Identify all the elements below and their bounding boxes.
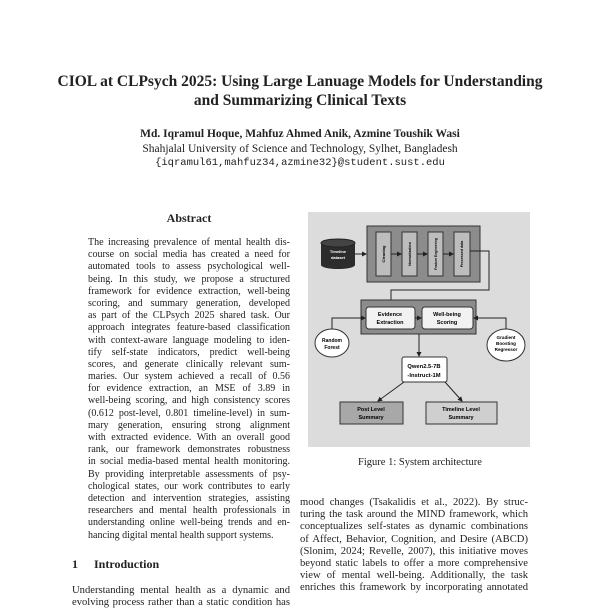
text-line: as part of the CLPsych 2025 shared task. Our <box>88 310 290 322</box>
dataset-label: dataset <box>330 255 346 260</box>
text-line: scores, and generate clinically relevant sum- <box>88 358 290 370</box>
intro-body <box>72 585 290 609</box>
text-line: of Affect, Behavior, Cognition, and Desire (ABCD) <box>300 533 528 545</box>
text-line: in social media-based mental health monitoring. <box>88 456 290 468</box>
text-line: chological states, our work contributes to early <box>88 480 290 492</box>
dataset-label: Timeline <box>329 249 347 254</box>
title-line: and Summarizing Clinical Texts <box>193 92 407 109</box>
svg-text:Summary: Summary <box>358 415 384 421</box>
text-line: understanding online well-being trends and en- <box>88 517 290 529</box>
text-line: (Slonim, 2024; Revelle, 2007), this initiative moves <box>300 545 528 557</box>
svg-text:Scoring: Scoring <box>436 320 458 326</box>
text-line: beyond static labels to offer a more comprehensive <box>300 557 528 569</box>
svg-text:Feature Engineering: Feature Engineering <box>434 238 438 270</box>
text-line: well-being scoring, and high consistency scores <box>88 395 290 407</box>
step-feature-engineering <box>428 232 443 276</box>
text-line: The increasing prevalence of mental health dis- <box>88 237 290 248</box>
svg-text:Timeline Level: Timeline Level <box>442 407 480 413</box>
svg-text:-Instruct-1M: -Instruct-1M <box>407 373 441 379</box>
right-column-body <box>300 497 528 595</box>
authors: Md. Iqramul Hoque, Mahfuz Ahmed Anik, Azmine Toushik Wasi <box>140 128 460 140</box>
svg-text:Evidence: Evidence <box>377 312 403 318</box>
svg-text:Cleaning: Cleaning <box>381 245 386 263</box>
text-line: mary generation, ensuring strong alignment <box>88 419 290 431</box>
text-line: By providing interpretable assessments of psy- <box>88 468 290 480</box>
gradient-boosting-node <box>487 329 525 361</box>
svg-text:Extraction: Extraction <box>376 320 404 326</box>
svg-text:Forest: Forest <box>324 345 340 351</box>
section-title: Introduction <box>94 557 160 571</box>
text-line: scoring, and summary generation, developed <box>88 297 290 309</box>
text-line: rank, our framework demonstrates robustness <box>88 444 290 456</box>
text-line: tify self-state indicators, predict well-being <box>88 346 290 358</box>
evidence-extraction-box <box>366 307 415 329</box>
affiliation: Shahjalal University of Science and Technology, Sylhet, Bangladesh <box>142 143 458 155</box>
qwen-llm-box <box>402 357 447 382</box>
step-normalization <box>402 232 417 276</box>
dataset-cylinder-icon <box>321 239 355 269</box>
svg-text:Gradient: Gradient <box>496 335 516 340</box>
svg-text:Regressor: Regressor <box>494 347 518 352</box>
text-line: mood changes (Tsakalidis et al., 2022). By struc- <box>300 497 528 508</box>
text-line: framework for evidence extraction, well-being <box>88 285 290 297</box>
wellbeing-scoring-box <box>422 307 473 329</box>
svg-text:Normalization: Normalization <box>408 242 412 266</box>
text-line: enriches this framework by incorporating annotated <box>300 582 528 594</box>
text-line: view of mental well-being. Additionally, the task <box>300 570 528 582</box>
text-line: Understanding mental health as a dynamic and <box>72 585 290 596</box>
text-line: maries. Our system achieved a recall of 0.56 <box>88 371 290 383</box>
text-line: with extracted evidence. With an overall good <box>88 432 290 443</box>
timeline-level-summary-box <box>426 402 497 424</box>
svg-text:Summary: Summary <box>448 415 474 421</box>
svg-text:Random: Random <box>322 338 342 344</box>
text-line: (0.612 post-level, 0.801 timeline-level) in sum- <box>88 407 290 419</box>
text-line: course on social media has created a need for <box>88 249 290 261</box>
text-line: hancing digital mental health support systems. <box>88 529 274 541</box>
text-line: for evidence extraction, an MSE of 3.89 in <box>88 383 290 395</box>
section-heading <box>72 557 159 572</box>
text-line: being. In this study, we propose a structured <box>88 273 290 285</box>
svg-text:Well-being: Well-being <box>433 312 461 318</box>
text-line: evolving process rather than a static condition has <box>72 597 290 609</box>
text-line: automated tools to assess psychological well- <box>88 261 290 273</box>
section-number: 1 <box>72 557 78 571</box>
title-line: CIOL at CLPsych 2025: Using Large Lanuage Models for Understanding <box>57 73 543 90</box>
step-processed-data <box>454 232 470 276</box>
abstract-heading: Abstract <box>166 211 212 225</box>
email: {iqramul61,mahfuz34,azmine32}@student.sust.edu <box>155 157 445 169</box>
text-line: turing the task around the MIND framework, which <box>300 509 528 521</box>
svg-text:Post Level: Post Level <box>357 407 385 413</box>
text-line: conceptualizes self-states as dynamic combinations <box>300 521 528 533</box>
svg-text:Boosting: Boosting <box>496 341 516 346</box>
text-line: detection and intervention strategies, assisting <box>88 492 290 504</box>
random-forest-node <box>315 329 349 357</box>
post-level-summary-box <box>340 402 403 424</box>
svg-text:Processed data: Processed data <box>460 240 464 268</box>
step-cleaning <box>376 232 391 276</box>
svg-text:Qwen2.5-7B: Qwen2.5-7B <box>407 364 441 370</box>
figure-caption: Figure 1: System architecture <box>358 457 482 468</box>
text-line: with context-aware language modeling to iden- <box>88 334 290 346</box>
text-line: researchers and mental health professionals in <box>88 505 290 517</box>
text-line: approach integrates feature-based classification <box>88 322 290 334</box>
